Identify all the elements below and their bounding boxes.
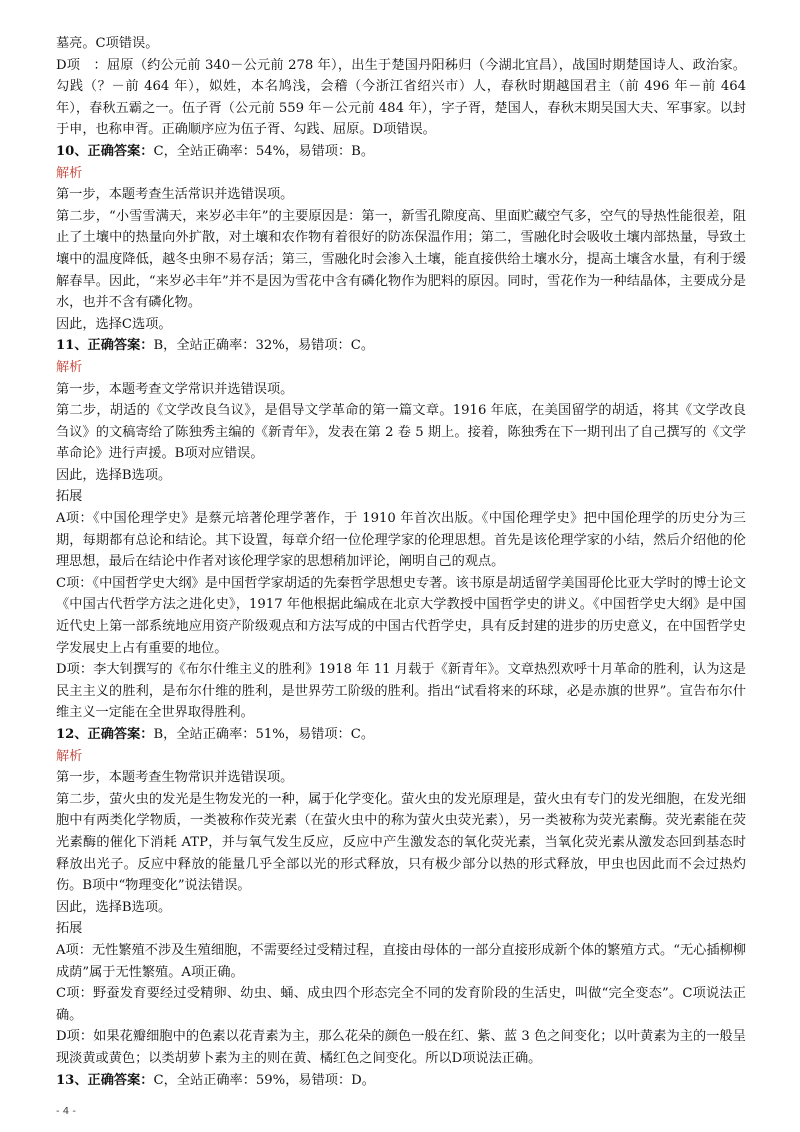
question-10-header <box>56 141 746 163</box>
question-13-header <box>56 1070 746 1092</box>
extension-label: 拓展 <box>56 489 83 505</box>
step-two: 第二步，胡适的《文学改良刍议》，是倡导文学革命的第一篇文章。1916 年底，在美国留学的胡适，将其《文学改良刍议》的文稿寄给了陈独秀主编的《新青年》，发表在第 2 卷 5 期上。接着，陈独秀在下一期刊出了自己撰写的《文学革命论》进行声援。B项对应错误。 <box>56 403 746 462</box>
step-two: 第二步，萤火虫的发光是生物发光的一种，属于化学变化。萤火虫的发光原理是，萤火虫有专门的发光细胞，在发光细胞中有两类化学物质，一类被称作荧光素（在萤火虫中的称为萤火虫荧光素），另一类被称为荧光素酶。荧光素能在荧光素酶的催化下消耗 ATP，并与氧气发生反应，反应中产生激发态的氧化荧光素，当氧化荧光素从激发态回到基态时释放出光子。反应中释放的能量几乎全部以光的形式释放，只有极少部分以热的形式释放，甲虫也因此而不会过热灼伤。B项中“物理变化”说法错误。 <box>56 791 746 894</box>
conclusion: 因此，选择B选项。 <box>56 899 172 915</box>
answer-stats: B，全站正确率：32%，易错项：C。 <box>153 338 375 354</box>
answer-label: 10、正确答案： <box>56 143 154 159</box>
option-c-explanation: C项：《中国哲学史大纲》是中国哲学家胡适的先秦哲学思想史专著。该书原是胡适留学美国哥伦比亚大学时的博士论文《中国古代哲学方法之进化史》，1917 年他根据此编成在北京大学教授中国哲学史的讲义。《中国哲学史大纲》是中国近代史上第一部系统地应用资产阶级观点和方法写成的中国古代哲学史，具有反封建的进步的历史意义，在中国哲学史学发展史上占有重要的地位。 <box>56 575 746 656</box>
answer-label: 13、正确答案： <box>56 1072 154 1088</box>
answer-stats: C，全站正确率：54%，易错项：B。 <box>153 143 375 159</box>
answer-stats: C，全站正确率：59%，易错项：D。 <box>153 1072 375 1088</box>
answer-label: 11、正确答案： <box>56 338 154 354</box>
question-11-header <box>56 335 746 357</box>
document-body <box>56 33 746 1091</box>
option-a-explanation: A项：无性繁殖不涉及生殖细胞，不需要经过受精过程，直接由母体的一部分直接形成新个体的繁殖方式。“无心插柳柳成荫”属于无性繁殖。A项正确。 <box>56 942 746 980</box>
analysis-label: 解析 <box>56 165 83 181</box>
page-number: - 4 - <box>56 1106 76 1117</box>
step-one: 第一步，本题考查生物常识并选错误项。 <box>56 770 294 786</box>
extension-label: 拓展 <box>56 921 83 937</box>
option-d-explanation: D项：如果花瓣细胞中的色素以花青素为主，那么花朵的颜色一般在红、紫、蓝 3 色之间变化；以叶黄素为主的一般呈现淡黄或黄色；以类胡萝卜素为主的则在黄、橘红色之间变化。所以D项说法正确。 <box>56 1029 746 1066</box>
analysis-label: 解析 <box>56 359 83 375</box>
option-a-explanation: A项：《中国伦理学史》是蔡元培著伦理学著作，于 1910 年首次出版。《中国伦理学史》把中国伦理学的历史分为三期，每期都有总论和结论。其下设置，每章介绍一位伦理学家的伦理思想。首先是该伦理学家的小结，然后介绍他的伦理思想，最后在结论中作者对该伦理学家的思想稍加评论，阐明自己的观点。 <box>56 511 746 570</box>
option-d-explanation: D项 ：屈原（约公元前 340－公元前 278 年），出生于楚国丹阳秭归（今湖北宜昌），战国时期楚国诗人、政治家。勾践（？－前 464 年），姒姓，本名鸠浅，会稽（今浙江省绍兴市）人，春秋时期越国君主（前 496 年－前 464 年），春秋五霸之一。伍子胥（公元前 559 年－公元前 484 年），字子胥，楚国人，春秋末期吴国大夫、军事家。以封于申，也称申胥。正确顺序应为伍子胥、勾践、屈原。D项错误。 <box>56 57 746 138</box>
text-line: 墓亮。C项错误。 <box>56 36 159 51</box>
conclusion: 因此，选择B选项。 <box>56 467 172 483</box>
option-d-explanation: D项：李大钊撰写的《布尔什维主义的胜利》1918 年 11 月载于《新青年》。文章热烈欢呼十月革命的胜利，认为这是民主主义的胜利，是布尔什维的胜利，是世界劳工阶级的胜利。指出“试看将来的环球，必是赤旗的世界”。宣告布尔什维主义一定能在全世界取得胜利。 <box>56 662 746 721</box>
analysis-label: 解析 <box>56 748 83 764</box>
step-one: 第一步，本题考查文学常识并选错误项。 <box>56 381 294 397</box>
option-c-explanation: C项：野蚕发育要经过受精卵、幼虫、蛹、成虫四个形态完全不同的发育阶段的生活史，叫做“完全变态”。C项说法正确。 <box>56 986 746 1023</box>
answer-stats: B，全站正确率：51%，易错项：C。 <box>153 727 375 742</box>
conclusion: 因此，选择C选项。 <box>56 316 172 332</box>
step-two: 第二步，“小雪雪满天，来岁必丰年”的主要原因是：第一，新雪孔隙度高、里面贮藏空气多，空气的导热性能很差，阻止了土壤中的热量向外扩散，对土壤和农作物有着很好的防冻保温作用；第二，雪融化时会吸收土壤内部热量，导致土壤中的温度降低，越冬虫卵不易存活；第三，雪融化时会渗入土壤，能直接供给土壤水分，提高土壤含水量，有利于缓解春旱。因此，“来岁必丰年”并不是因为雪花中含有磷化物作为肥料的原因。同时，雪花作为一种结晶体，主要成分是水，也并不含有磷化物。 <box>56 208 746 311</box>
step-one: 第一步，本题考查生活常识并选错误项。 <box>56 187 294 203</box>
answer-label: 12、正确答案： <box>56 727 154 742</box>
question-12-header <box>56 724 746 746</box>
